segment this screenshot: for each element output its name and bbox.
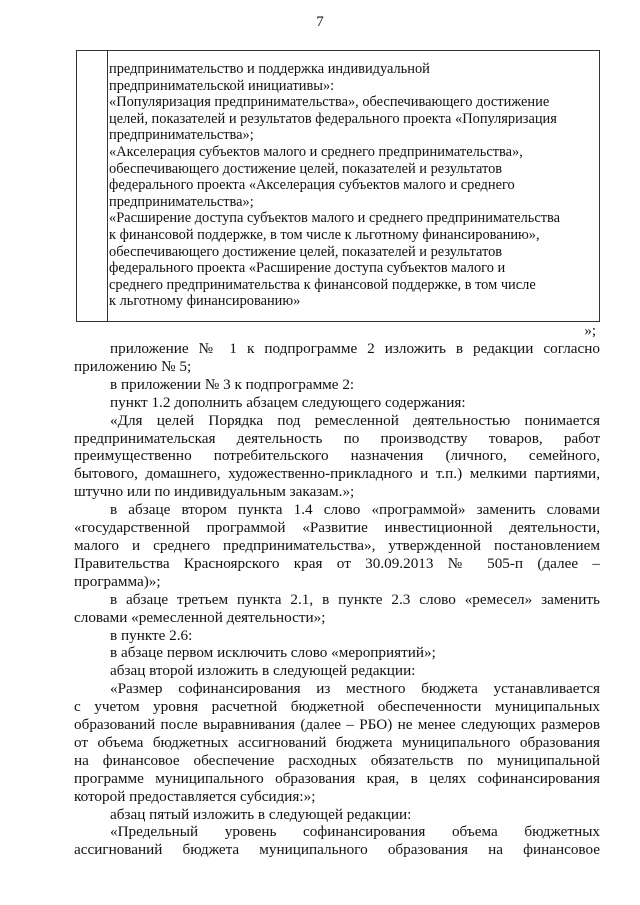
closing-quote: »; (584, 323, 596, 339)
text-line: Правительства Красноярского края от 30.09.2013 № 505-п (далее – (74, 554, 600, 572)
text-line: с учетом уровня расчетной бюджетной обеспеченности муниципальных (74, 698, 600, 716)
text-line: от объема бюджетных ассигнований бюджета муниципального образования (74, 733, 600, 751)
text-line: предпринимательская деятельность по производству товаров, работ (74, 429, 600, 447)
table-line: к финансовой поддержке, в том числе к льготному финансированию», (109, 226, 540, 243)
text-line: бытового, домашнего, художественно-прикладного и т.п.) мелкими партиями, (74, 465, 600, 483)
table-fragment (76, 50, 600, 322)
table-line: к льготному финансированию» (109, 293, 301, 310)
page-number: 7 (316, 14, 324, 30)
table-line: «Акселерация субъектов малого и среднего предпринимательства», (109, 143, 523, 160)
text-line: в абзаце первом исключить слово «мероприятий»; (110, 644, 436, 662)
document-body (74, 340, 600, 859)
table-line: предпринимательства»; (109, 127, 254, 144)
table-line: обеспечивающего достижение целей, показателей и результатов (109, 160, 503, 177)
text-line: «государственной программой «Развитие инвестиционной деятельности, (74, 519, 600, 537)
text-line: «Размер софинансирования из местного бюджета устанавливается (110, 680, 600, 698)
table-line: «Расширение доступа субъектов малого и среднего предпринимательства (109, 210, 561, 227)
text-line: ассигнований бюджета муниципального образования на финансовое (74, 841, 600, 859)
text-line: в приложении № 3 к подпрограмме 2: (110, 375, 355, 393)
table-line: предпринимательства»; (109, 193, 254, 210)
text-line: приложение № 1 к подпрограмме 2 изложить в редакции согласно (110, 340, 600, 357)
text-line: абзац второй изложить в следующей редакции: (110, 662, 416, 680)
text-line: в пункте 2.6: (110, 626, 193, 644)
table-line: «Популяризация предпринимательства», обеспечивающего достижение (109, 94, 550, 111)
text-line: приложению № 5; (74, 357, 192, 375)
table-line: федерального проекта «Расширение доступа субъектов малого и (109, 260, 506, 277)
text-line: «Предельный уровень софинансирования объема бюджетных (110, 823, 600, 841)
table-line: среднего предпринимательства к финансовой поддержке, в том числе (109, 276, 536, 293)
text-line: в абзаце третьем пункта 2.1, в пункте 2.3 слово «ремесел» заменить (110, 590, 600, 608)
table-line: предпринимательской инициативы»: (109, 77, 335, 94)
text-line: в абзаце втором пункта 1.4 слово «программой» заменить словами (110, 501, 600, 519)
table-cell-text (109, 61, 593, 310)
text-line: программе муниципального образования края, в целях софинансирования (74, 769, 600, 787)
text-line: преимущественно потребительского назначения (личного, семейного, (74, 447, 600, 465)
text-line: абзац пятый изложить в следующей редакции: (110, 805, 412, 823)
text-line: на финансовое обеспечение расходных обязательств по муниципальной (74, 751, 600, 769)
text-line: словами «ремесленной деятельности»; (74, 608, 326, 626)
text-line: «Для целей Порядка под ремесленной деятельностью понимается (110, 411, 600, 429)
table-line: обеспечивающего достижение целей, показателей и результатов (109, 243, 503, 260)
text-line: пункт 1.2 дополнить абзацем следующего содержания: (110, 393, 466, 411)
table-line: целей, показателей и результатов федерального проекта «Популяризация (109, 110, 557, 127)
text-line: штучно или по индивидуальным заказам.»; (74, 483, 355, 501)
table-line: федерального проекта «Акселерация субъектов малого и среднего (109, 177, 515, 194)
text-line: которой предоставляется субсидия:»; (74, 787, 316, 805)
table-column-divider (107, 51, 108, 321)
text-line: малого и среднего предпринимательства», утвержденной постановлением (74, 536, 600, 554)
text-line: образований после выравнивания (далее – РБО) не менее следующих размеров (74, 716, 600, 734)
table-line: предпринимательство и поддержка индивидуальной (109, 61, 430, 77)
text-line: программа)»; (74, 572, 161, 590)
